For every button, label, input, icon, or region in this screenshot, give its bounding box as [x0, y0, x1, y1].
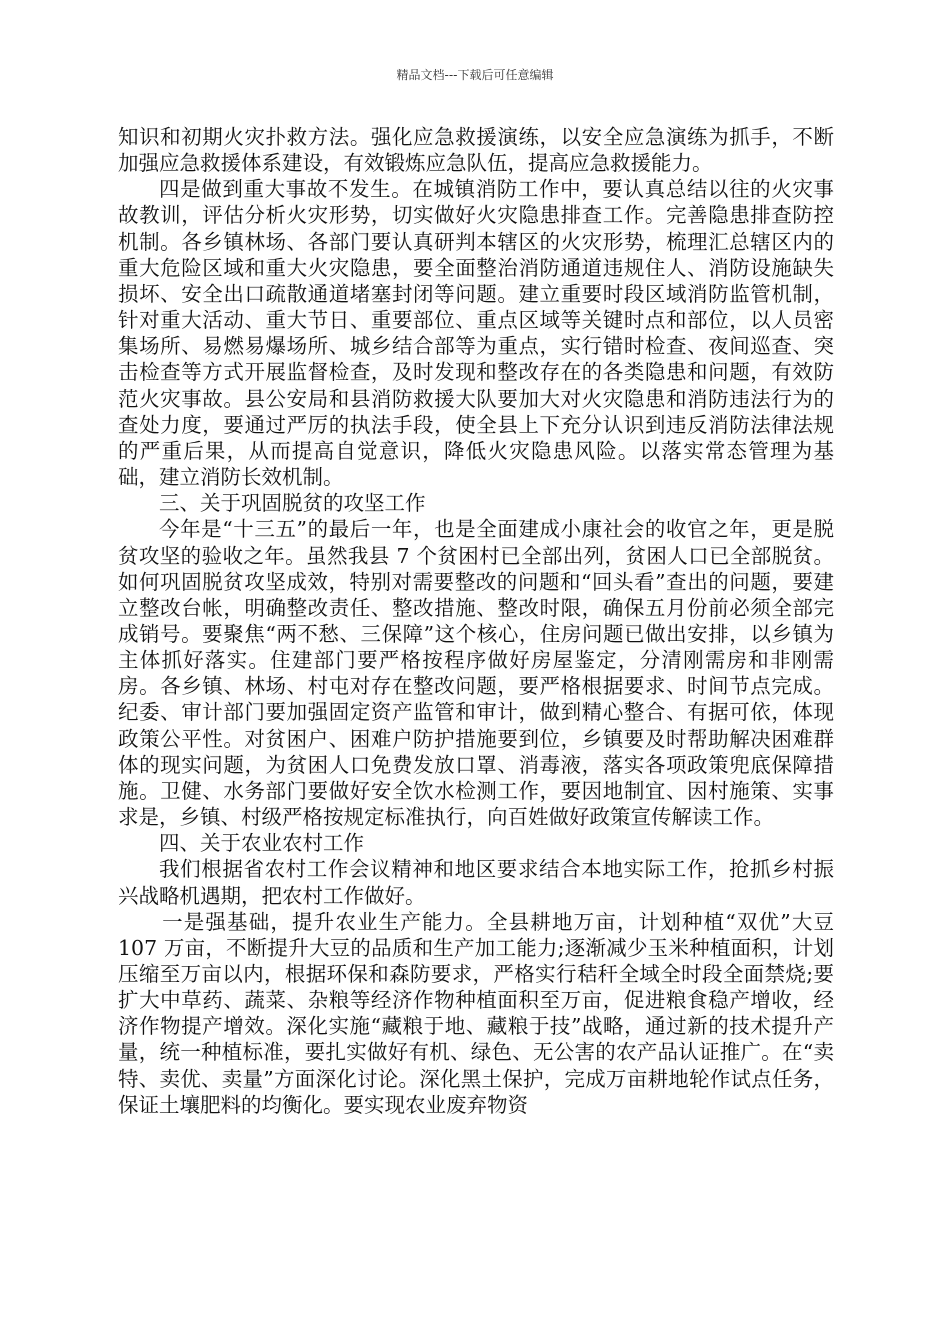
- paragraph: 四是做到重大事故不发生。在城镇消防工作中，要认真总结以往的火灾事故教训，评估分析火灾形势，切实做好火灾隐患排查工作。完善隐患排查防控机制。各乡镇林场、各部门要认真研判本辖区的火灾形势，梳理汇总辖区内的重大危险区域和重大火灾隐患，要全面整治消防通道违规住人、消防设施缺失损坏、安全出口疏散通道堵塞封闭等问题。建立重要时段区域消防监管机制，针对重大活动、重大节日、重要部位、重点区域等关键时点和部位，以人员密集场所、易燃易爆场所、城乡结合部等为重点，实行错时检查、夜间巡查、突击检查等方式开展监督检查，及时发现和整改存在的各类隐患和问题，有效防范火灾事故。县公安局和县消防救援大队要加大对火灾隐患和消防违法行为的查处力度，要通过严厉的执法手段，使全县上下充分认识到违反消防法律法规的严重后果，从而提高自觉意识，降低火灾隐患风险。以落实常态管理为基础，建立消防长效机制。: [118, 177, 834, 490]
- document-body: [118, 124, 834, 1118]
- section-heading: 三、关于巩固脱贫的攻坚工作: [159, 491, 426, 516]
- section-heading: 四、关于农业农村工作: [159, 831, 364, 856]
- paragraph: 我们根据省农村工作会议精神和地区要求结合本地实际工作，抢抓乡村振兴战略机遇期，把农村工作做好。: [118, 857, 834, 908]
- paragraph: 一是强基础，提升农业生产能力。全县耕地万亩，计划种植“双优”大豆 107 万亩，不断提升大豆的品质和生产加工能力;逐渐减少玉米种植面积，计划压缩至万亩以内，根据环保和森防要求，严格实行秸秆全域全时段全面禁烧;要扩大中草药、蔬菜、杂粮等经济作物种植面积至万亩，促进粮食稳产增收，经济作物提产增效。深化实施“藏粮于地、藏粮于技”战略，通过新的技术提升产量，统一种植标准，要扎实做好有机、绿色、无公害的农产品认证推广。在“卖特、卖优、卖量”方面深化讨论。深化黑土保护，完成万亩耕地轮作试点任务，保证土壤肥料的均衡化。要实现农业废弃物资: [118, 909, 834, 1117]
- paragraph: 今年是“十三五”的最后一年，也是全面建成小康社会的收官之年，更是脱贫攻坚的验收之年。虽然我县 7 个贫困村已全部出列，贫困人口已全部脱贫。如何巩固脱贫攻坚成效，特别对需要整改的问题和“回头看”查出的问题，要建立整改台帐，明确整改责任、整改措施、整改时限，确保五月份前必须全部完成销号。要聚焦“两不愁、三保障”这个核心，住房问题已做出安排，以乡镇为主体抓好落实。住建部门要严格按程序做好房屋鉴定，分清刚需房和非刚需房。各乡镇、林场、村屯对存在整改问题，要严格根据要求、时间节点完成。纪委、审计部门要加强固定资产监管和审计，做到精心整合、有据可依，体现政策公平性。对贫困户、困难户防护措施要到位，乡镇要及时帮助解决困难群体的现实问题，为贫困人口免费发放口罩、消毒液，落实各项政策兜底保障措施。卫健、水务部门要做好安全饮水检测工作，要因地制宜、因村施策、实事求是，乡镇、村级严格按规定标准执行，向百姓做好政策宣传解读工作。: [118, 517, 834, 830]
- page-header: 精品文档---下载后可任意编辑: [396, 68, 554, 82]
- paragraph: 知识和初期火灾扑救方法。强化应急救援演练，以安全应急演练为抓手，不断加强应急救援体系建设，有效锻炼应急队伍，提高应急救援能力。: [118, 125, 834, 176]
